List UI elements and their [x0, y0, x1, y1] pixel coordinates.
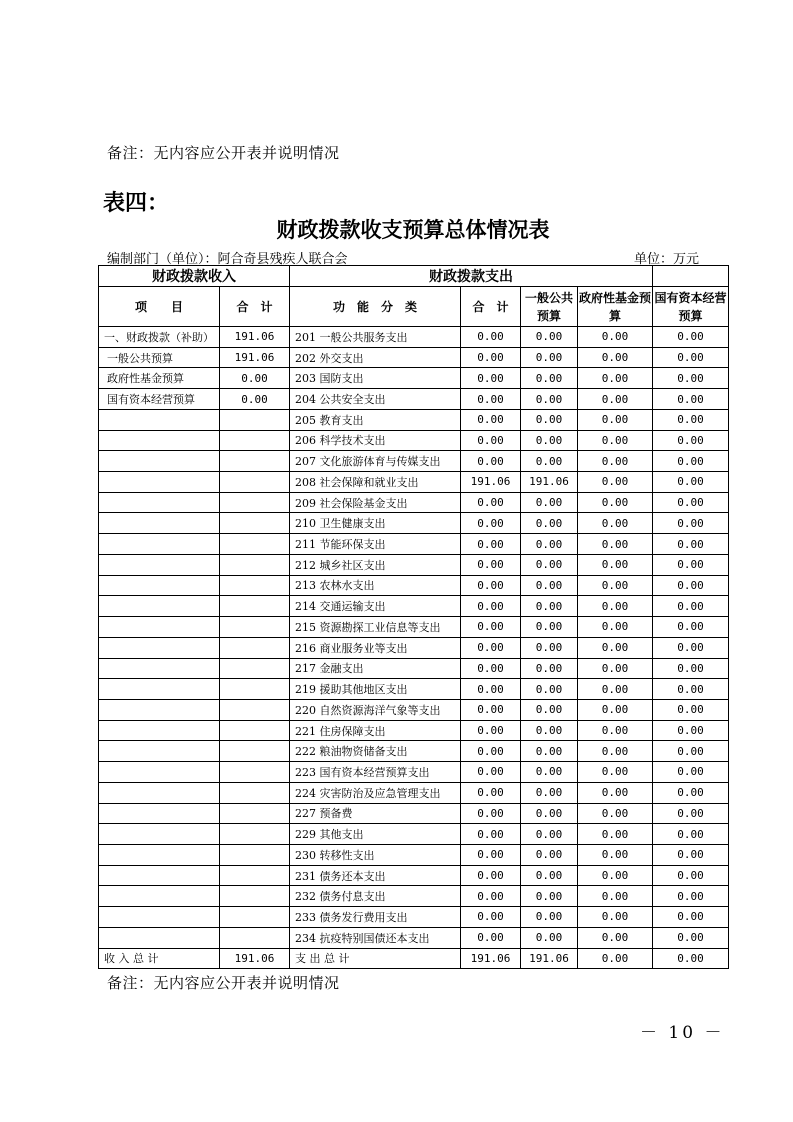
function-category: 221 住房保障支出 [290, 720, 461, 741]
income-item [99, 782, 220, 803]
gov-fund-amount: 0.00 [578, 472, 653, 493]
income-item [99, 824, 220, 845]
gov-fund-amount: 0.00 [578, 927, 653, 948]
state-capital-amount: 0.00 [653, 472, 729, 493]
function-category: 208 社会保障和就业支出 [290, 472, 461, 493]
income-item [99, 492, 220, 513]
state-capital-amount: 0.00 [653, 347, 729, 368]
table-row [99, 741, 729, 762]
income-item [99, 720, 220, 741]
function-category: 232 债务付息支出 [290, 886, 461, 907]
state-grand-total: 0.00 [653, 948, 729, 968]
gov-fund-amount: 0.00 [578, 720, 653, 741]
expense-amount: 0.00 [461, 575, 521, 596]
income-item: 一般公共预算 [99, 347, 220, 368]
expense-amount: 0.00 [461, 451, 521, 472]
gov-fund-amount: 0.00 [578, 844, 653, 865]
function-category: 227 预备费 [290, 803, 461, 824]
state-capital-amount: 0.00 [653, 534, 729, 555]
income-item [99, 575, 220, 596]
income-item [99, 637, 220, 658]
income-amount: 191.06 [220, 327, 290, 348]
function-category: 204 公共安全支出 [290, 389, 461, 410]
table-row [99, 617, 729, 638]
income-item [99, 907, 220, 928]
gov-fund-amount: 0.00 [578, 637, 653, 658]
state-capital-amount: 0.00 [653, 844, 729, 865]
income-amount: 0.00 [220, 389, 290, 410]
income-amount [220, 762, 290, 783]
table-row [99, 430, 729, 451]
expense-amount: 0.00 [461, 824, 521, 845]
income-grand-total: 191.06 [220, 948, 290, 968]
state-capital-amount: 0.00 [653, 596, 729, 617]
general-budget-amount: 0.00 [521, 575, 578, 596]
income-amount [220, 803, 290, 824]
income-amount [220, 699, 290, 720]
expense-amount: 0.00 [461, 720, 521, 741]
income-group-header: 财政拨款收入 [99, 266, 290, 287]
gov-fund-amount: 0.00 [578, 741, 653, 762]
income-amount [220, 782, 290, 803]
state-capital-amount: 0.00 [653, 824, 729, 845]
function-header: 功 能 分 类 [290, 287, 461, 327]
function-category: 224 灾害防治及应急管理支出 [290, 782, 461, 803]
income-item [99, 886, 220, 907]
expense-amount: 0.00 [461, 637, 521, 658]
function-category: 212 城乡社区支出 [290, 554, 461, 575]
table-row [99, 865, 729, 886]
general-budget-amount: 0.00 [521, 679, 578, 700]
general-budget-amount: 0.00 [521, 347, 578, 368]
function-category: 203 国防支出 [290, 368, 461, 389]
gov-fund-amount: 0.00 [578, 554, 653, 575]
function-category: 219 援助其他地区支出 [290, 679, 461, 700]
income-amount [220, 534, 290, 555]
gov-fund-amount: 0.00 [578, 803, 653, 824]
table-row [99, 762, 729, 783]
general-budget-amount: 0.00 [521, 534, 578, 555]
gov-fund-amount: 0.00 [578, 492, 653, 513]
state-capital-amount: 0.00 [653, 492, 729, 513]
gov-fund-amount: 0.00 [578, 409, 653, 430]
gov-grand-total: 0.00 [578, 948, 653, 968]
table-row [99, 679, 729, 700]
unit-label: 编制部门（单位）：阿合奇县残疾人联合会 [107, 252, 348, 267]
expense-amount: 0.00 [461, 782, 521, 803]
income-amount [220, 513, 290, 534]
income-amount [220, 658, 290, 679]
general-budget-amount: 0.00 [521, 907, 578, 928]
expense-amount: 0.00 [461, 886, 521, 907]
income-item [99, 699, 220, 720]
gov-fund-amount: 0.00 [578, 347, 653, 368]
expense-total-header: 合 计 [461, 287, 521, 327]
table-row [99, 699, 729, 720]
income-item [99, 679, 220, 700]
income-amount [220, 430, 290, 451]
expense-amount: 0.00 [461, 389, 521, 410]
general-budget-amount: 0.00 [521, 741, 578, 762]
table-row [99, 782, 729, 803]
expense-grand-total: 191.06 [461, 948, 521, 968]
state-capital-amount: 0.00 [653, 720, 729, 741]
general-budget-amount: 0.00 [521, 492, 578, 513]
gov-fund-amount: 0.00 [578, 368, 653, 389]
income-amount [220, 596, 290, 617]
state-capital-amount: 0.00 [653, 575, 729, 596]
general-budget-amount: 0.00 [521, 389, 578, 410]
income-amount [220, 927, 290, 948]
state-capital-amount: 0.00 [653, 451, 729, 472]
table-row [99, 368, 729, 389]
table-row [99, 803, 729, 824]
income-amount [220, 844, 290, 865]
gov-fund-amount: 0.00 [578, 782, 653, 803]
general-budget-amount: 0.00 [521, 658, 578, 679]
function-category: 222 粮油物资储备支出 [290, 741, 461, 762]
income-amount [220, 492, 290, 513]
income-item [99, 927, 220, 948]
gov-fund-amount: 0.00 [578, 658, 653, 679]
income-amount [220, 575, 290, 596]
function-category: 215 资源勘探工业信息等支出 [290, 617, 461, 638]
table-row [99, 347, 729, 368]
page-number: － 10 － [640, 1023, 725, 1043]
income-item [99, 865, 220, 886]
income-amount [220, 617, 290, 638]
general-budget-amount: 0.00 [521, 430, 578, 451]
table-row [99, 658, 729, 679]
income-amount [220, 554, 290, 575]
state-capital-amount: 0.00 [653, 886, 729, 907]
expense-amount: 0.00 [461, 865, 521, 886]
income-amount: 0.00 [220, 368, 290, 389]
function-category: 211 节能环保支出 [290, 534, 461, 555]
gov-fund-amount: 0.00 [578, 699, 653, 720]
state-capital-amount: 0.00 [653, 803, 729, 824]
income-amount [220, 886, 290, 907]
income-amount [220, 472, 290, 493]
expense-amount: 0.00 [461, 492, 521, 513]
table-row [99, 451, 729, 472]
table-row [99, 886, 729, 907]
income-total-label: 收 入 总 计 [99, 948, 220, 968]
expense-amount: 0.00 [461, 368, 521, 389]
expense-amount: 0.00 [461, 762, 521, 783]
income-amount [220, 637, 290, 658]
gov-fund-amount: 0.00 [578, 865, 653, 886]
budget-table [98, 265, 729, 969]
income-item [99, 534, 220, 555]
expense-amount: 0.00 [461, 534, 521, 555]
income-amount [220, 451, 290, 472]
income-item [99, 596, 220, 617]
function-category: 231 债务还本支出 [290, 865, 461, 886]
income-amount [220, 741, 290, 762]
general-budget-amount: 0.00 [521, 327, 578, 348]
section-label: 表四： [103, 191, 170, 216]
gov-fund-amount: 0.00 [578, 451, 653, 472]
table-row [99, 492, 729, 513]
general-grand-total: 191.06 [521, 948, 578, 968]
note-top: 备注：无内容应公开表并说明情况 [107, 144, 340, 162]
general-budget-amount: 0.00 [521, 762, 578, 783]
function-category: 216 商业服务业等支出 [290, 637, 461, 658]
unit-of-measure: 单位：万元 [633, 252, 699, 267]
expense-amount: 0.00 [461, 554, 521, 575]
table-row [99, 596, 729, 617]
expense-group-header: 财政拨款支出 [290, 266, 653, 287]
general-budget-amount: 0.00 [521, 720, 578, 741]
income-item [99, 430, 220, 451]
income-item [99, 409, 220, 430]
general-budget-amount: 0.00 [521, 824, 578, 845]
function-category: 209 社会保险基金支出 [290, 492, 461, 513]
table-row [99, 513, 729, 534]
income-amount [220, 720, 290, 741]
state-capital-amount: 0.00 [653, 658, 729, 679]
income-item [99, 554, 220, 575]
income-item [99, 513, 220, 534]
general-budget-header: 一般公共预算 [521, 287, 578, 327]
state-capital-amount: 0.00 [653, 513, 729, 534]
general-budget-amount: 0.00 [521, 927, 578, 948]
table-row [99, 637, 729, 658]
expense-total-label: 支 出 总 计 [290, 948, 461, 968]
gov-fund-header: 政府性基金预算 [578, 287, 653, 327]
state-capital-amount: 0.00 [653, 762, 729, 783]
expense-amount: 191.06 [461, 472, 521, 493]
state-capital-amount: 0.00 [653, 617, 729, 638]
gov-fund-amount: 0.00 [578, 513, 653, 534]
state-capital-amount: 0.00 [653, 782, 729, 803]
general-budget-amount: 0.00 [521, 886, 578, 907]
gov-fund-amount: 0.00 [578, 617, 653, 638]
function-category: 202 外交支出 [290, 347, 461, 368]
general-budget-amount: 0.00 [521, 637, 578, 658]
general-budget-amount: 191.06 [521, 472, 578, 493]
general-budget-amount: 0.00 [521, 803, 578, 824]
expense-amount: 0.00 [461, 907, 521, 928]
income-amount [220, 409, 290, 430]
general-budget-amount: 0.00 [521, 409, 578, 430]
income-item [99, 762, 220, 783]
function-category: 233 债务发行费用支出 [290, 907, 461, 928]
function-category: 223 国有资本经营预算支出 [290, 762, 461, 783]
expense-amount: 0.00 [461, 679, 521, 700]
gov-fund-amount: 0.00 [578, 596, 653, 617]
table-row [99, 409, 729, 430]
general-budget-amount: 0.00 [521, 554, 578, 575]
gov-fund-amount: 0.00 [578, 679, 653, 700]
function-category: 210 卫生健康支出 [290, 513, 461, 534]
income-item: 一、财政拨款（补助） [99, 327, 220, 348]
income-item: 国有资本经营预算 [99, 389, 220, 410]
function-category: 229 其他支出 [290, 824, 461, 845]
expense-amount: 0.00 [461, 927, 521, 948]
expense-amount: 0.00 [461, 513, 521, 534]
function-category: 205 教育支出 [290, 409, 461, 430]
income-amount [220, 824, 290, 845]
state-capital-header: 国有资本经营预算 [653, 287, 729, 327]
expense-amount: 0.00 [461, 844, 521, 865]
table-row [99, 824, 729, 845]
state-capital-amount: 0.00 [653, 699, 729, 720]
function-category: 234 抗疫特别国债还本支出 [290, 927, 461, 948]
income-amount: 191.06 [220, 347, 290, 368]
expense-amount: 0.00 [461, 617, 521, 638]
gov-fund-amount: 0.00 [578, 389, 653, 410]
function-category: 214 交通运输支出 [290, 596, 461, 617]
gov-fund-amount: 0.00 [578, 886, 653, 907]
general-budget-amount: 0.00 [521, 451, 578, 472]
table-row [99, 534, 729, 555]
expense-amount: 0.00 [461, 699, 521, 720]
table-row [99, 720, 729, 741]
general-budget-amount: 0.00 [521, 596, 578, 617]
income-item [99, 844, 220, 865]
income-total-header: 合 计 [220, 287, 290, 327]
table-title: 财政拨款收支预算总体情况表 [276, 218, 550, 242]
expense-amount: 0.00 [461, 741, 521, 762]
general-budget-amount: 0.00 [521, 368, 578, 389]
table-row [99, 327, 729, 348]
expense-amount: 0.00 [461, 596, 521, 617]
state-capital-amount: 0.00 [653, 927, 729, 948]
income-item: 政府性基金预算 [99, 368, 220, 389]
general-budget-amount: 0.00 [521, 513, 578, 534]
state-capital-amount: 0.00 [653, 327, 729, 348]
general-budget-amount: 0.00 [521, 844, 578, 865]
state-capital-amount: 0.00 [653, 409, 729, 430]
income-amount [220, 679, 290, 700]
table-row [99, 575, 729, 596]
gov-fund-amount: 0.00 [578, 430, 653, 451]
state-capital-amount: 0.00 [653, 741, 729, 762]
income-item [99, 741, 220, 762]
table-row [99, 554, 729, 575]
state-capital-amount: 0.00 [653, 637, 729, 658]
general-budget-amount: 0.00 [521, 865, 578, 886]
expense-amount: 0.00 [461, 327, 521, 348]
function-category: 217 金融支出 [290, 658, 461, 679]
income-item [99, 658, 220, 679]
blank-header [653, 266, 729, 287]
gov-fund-amount: 0.00 [578, 575, 653, 596]
income-amount [220, 865, 290, 886]
item-header: 项 目 [99, 287, 220, 327]
expense-amount: 0.00 [461, 803, 521, 824]
state-capital-amount: 0.00 [653, 679, 729, 700]
state-capital-amount: 0.00 [653, 430, 729, 451]
function-category: 207 文化旅游体育与传媒支出 [290, 451, 461, 472]
state-capital-amount: 0.00 [653, 907, 729, 928]
state-capital-amount: 0.00 [653, 865, 729, 886]
income-item [99, 617, 220, 638]
table-row [99, 389, 729, 410]
function-category: 201 一般公共服务支出 [290, 327, 461, 348]
general-budget-amount: 0.00 [521, 699, 578, 720]
function-category: 213 农林水支出 [290, 575, 461, 596]
gov-fund-amount: 0.00 [578, 907, 653, 928]
income-item [99, 803, 220, 824]
table-row [99, 907, 729, 928]
note-bottom: 备注：无内容应公开表并说明情况 [107, 974, 340, 992]
income-item [99, 472, 220, 493]
state-capital-amount: 0.00 [653, 368, 729, 389]
table-row [99, 844, 729, 865]
function-category: 206 科学技术支出 [290, 430, 461, 451]
income-item [99, 451, 220, 472]
general-budget-amount: 0.00 [521, 617, 578, 638]
function-category: 220 自然资源海洋气象等支出 [290, 699, 461, 720]
gov-fund-amount: 0.00 [578, 762, 653, 783]
expense-amount: 0.00 [461, 430, 521, 451]
expense-amount: 0.00 [461, 347, 521, 368]
income-amount [220, 907, 290, 928]
function-category: 230 转移性支出 [290, 844, 461, 865]
gov-fund-amount: 0.00 [578, 824, 653, 845]
general-budget-amount: 0.00 [521, 782, 578, 803]
table-row [99, 927, 729, 948]
expense-amount: 0.00 [461, 409, 521, 430]
table-row [99, 472, 729, 493]
gov-fund-amount: 0.00 [578, 327, 653, 348]
gov-fund-amount: 0.00 [578, 534, 653, 555]
expense-amount: 0.00 [461, 658, 521, 679]
state-capital-amount: 0.00 [653, 389, 729, 410]
state-capital-amount: 0.00 [653, 554, 729, 575]
